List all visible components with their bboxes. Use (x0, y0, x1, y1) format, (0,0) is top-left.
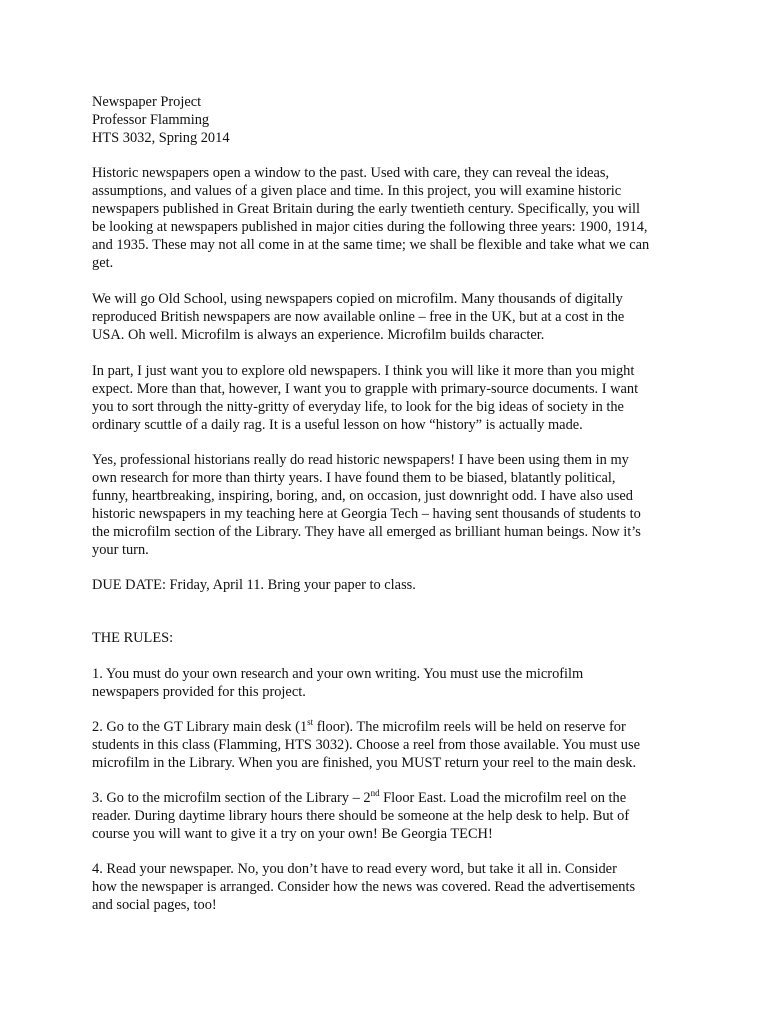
rule-line (92, 718, 682, 736)
paragraph-line: assumptions, and values of a given place and time. In this project, you will examine historic (92, 183, 622, 199)
paragraph-line: be looking at newspapers published in major cities during the following three years: 1900, 1914, (92, 219, 648, 235)
rule-line: course you will want to give it a try on your own! Be Georgia TECH! (92, 826, 493, 842)
rule-1 (92, 665, 682, 701)
paragraph-line: get. (92, 255, 114, 271)
paragraph-line: newspapers published in Great Britain during the early twentieth century. Specifically, you will (92, 201, 641, 217)
paragraph-line: In part, I just want you to explore old newspapers. I think you will like it more than you might (92, 363, 635, 379)
paragraph-line: the microfilm section of the Library. They have all emerged as brilliant human beings. Now it’s (92, 524, 641, 540)
ordinal-superscript: st (307, 717, 314, 728)
paragraph-line: Historic newspapers open a window to the past. Used with care, they can reveal the ideas, (92, 165, 610, 181)
paragraph-line: reproduced British newspapers are now available online – free in the UK, but at a cost in the (92, 309, 625, 325)
rule-line: 4. Read your newspaper. No, you don’t have to read every word, but take it all in. Consider (92, 861, 617, 877)
due-date-text: DUE DATE: Friday, April 11. Bring your paper to class. (92, 577, 416, 593)
rule-text: Floor East. Load the microfilm reel on the (379, 790, 627, 806)
rule-text: floor). The microfilm reels will be held on reserve for (313, 719, 626, 735)
rule-text: 2. Go to the GT Library main desk (1 (92, 719, 308, 735)
rule-line: students in this class (Flamming, HTS 3032). Choose a reel from those available. You must use (92, 737, 640, 753)
microfilm-paragraph (92, 290, 682, 344)
rule-line: newspapers provided for this project. (92, 684, 306, 700)
rule-line (92, 789, 682, 807)
purpose-paragraph (92, 362, 682, 434)
paragraph-line: historic newspapers in my teaching here at Georgia Tech – having sent thousands of students to (92, 506, 641, 522)
intro-paragraph (92, 164, 682, 272)
paragraph-line: expect. More than that, however, I want you to grapple with primary-source documents. I want (92, 381, 639, 397)
rule-3 (92, 789, 682, 843)
historians-paragraph (92, 451, 682, 559)
rules-heading (92, 629, 682, 647)
rule-2 (92, 718, 682, 772)
due-date (92, 576, 682, 594)
paragraph-line: and 1935. These may not all come in at the same time; we shall be flexible and take what we can (92, 237, 650, 253)
rule-text: 3. Go to the microfilm section of the Library – 2 (92, 790, 371, 806)
paragraph-line: your turn. (92, 542, 149, 558)
course-term: HTS 3032, Spring 2014 (92, 130, 230, 146)
project-title: Newspaper Project (92, 94, 202, 110)
ordinal-superscript: nd (370, 788, 380, 799)
document-header (92, 93, 682, 147)
rule-line: and social pages, too! (92, 897, 217, 913)
rule-line: how the newspaper is arranged. Consider how the news was covered. Read the advertisements (92, 879, 636, 895)
paragraph-line: you to sort through the nitty-gritty of everyday life, to look for the big ideas of society in the (92, 399, 624, 415)
rule-line: microfilm in the Library. When you are finished, you MUST return your reel to the main desk. (92, 755, 637, 771)
paragraph-line: ordinary scuttle of a daily rag. It is a useful lesson on how “history” is actually made. (92, 417, 583, 433)
paragraph-line: Yes, professional historians really do read historic newspapers! I have been using them in my (92, 452, 629, 468)
paragraph-line: We will go Old School, using newspapers copied on microfilm. Many thousands of digitally (92, 291, 623, 307)
rule-4 (92, 860, 682, 914)
rule-line: 1. You must do your own research and your own writing. You must use the microfilm (92, 666, 584, 682)
paragraph-line: funny, heartbreaking, inspiring, boring, and, on occasion, just downright odd. I have also used (92, 488, 634, 504)
paragraph-line: USA. Oh well. Microfilm is always an experience. Microfilm builds character. (92, 327, 545, 343)
paragraph-line: own research for more than thirty years. I have found them to be biased, blatantly political, (92, 470, 616, 486)
rules-heading-text: THE RULES: (92, 630, 174, 646)
rule-line: reader. During daytime library hours there should be someone at the help desk to help. But of (92, 808, 630, 824)
professor-name: Professor Flamming (92, 112, 210, 128)
